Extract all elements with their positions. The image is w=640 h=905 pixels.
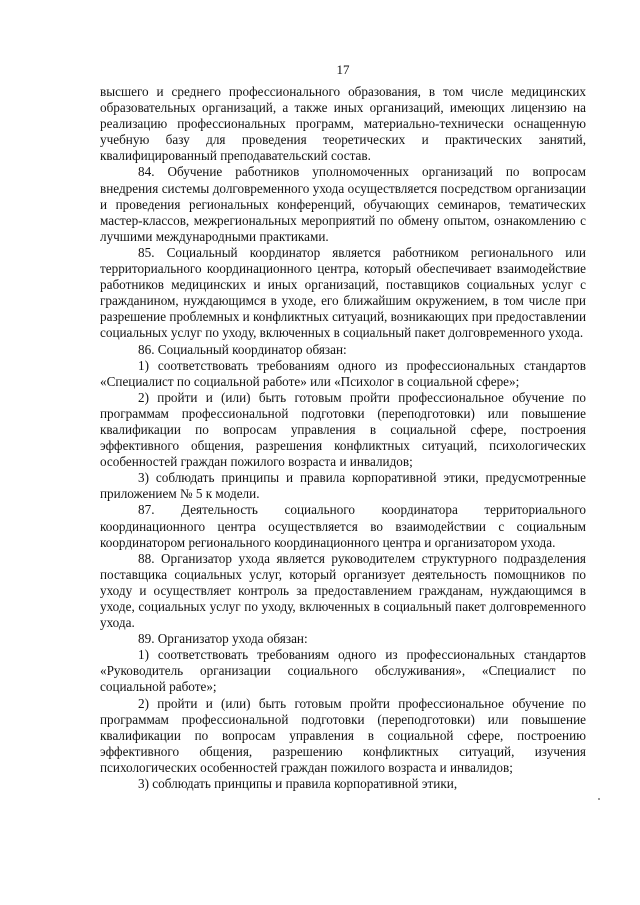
paragraph-89: 89. Организатор ухода обязан: xyxy=(138,631,308,647)
scan-speck xyxy=(598,798,600,800)
paragraph-continuation: высшего и среднего профессионального образования, в том числе медицинских образовательных организаций, а также иных организаций, имеющих лицензию на реализацию профессиональных программ, материально-технически оснащенную учебную базу для проведения теоретических и практических занятий, квалифицированный преподавательский состав. xyxy=(100,84,586,164)
paragraph-89-item-2: 2) пройти и (или) быть готовым пройти профессиональное обучение по программам профессиональной подготовки (переподготовки) или повышение квалификации по вопросам управления в социальной сфере, построению эффективного общения, разрешению конфликтных ситуаций, изучения психологических особенностей граждан пожилого возраста и инвалидов; xyxy=(100,695,586,775)
paragraph-86-item-1: 1) соответствовать требованиям одного из профессиональных стандартов «Специалист по социальной работе» или «Психолог в социальной сфере»; xyxy=(100,357,586,389)
paragraph-86-item-3: 3) соблюдать принципы и правила корпоративной этики, предусмотренные приложением № 5 к модели. xyxy=(100,470,586,502)
paragraph-88: 88. Организатор ухода является руководителем структурного подразделения поставщика социальных услуг, который организует деятельность помощников по уходу и осуществляет контроль за предоставлением гражданам, нуждающимся в уходе, социальных услуг по уходу, включенных в социальный пакет долговременного ухода. xyxy=(100,550,586,631)
paragraph-86: 86. Социальный координатор обязан: xyxy=(138,341,347,357)
paragraph-89-item-3: 3) соблюдать принципы и правила корпоративной этики, xyxy=(138,776,458,792)
document-body xyxy=(100,84,586,792)
page-number: 17 xyxy=(336,62,350,77)
paragraph-86-item-2: 2) пройти и (или) быть готовым пройти профессиональное обучение по программам профессиональной подготовки (переподготовки) или повышение квалификации по вопросам управления в социальной сфере, построения эффективного общения, разрешения конфликтных ситуаций, психологических особенностей граждан пожилого возраста и инвалидов; xyxy=(100,389,586,470)
paragraph-89-item-1: 1) соответствовать требованиям одного из профессиональных стандартов «Руководитель организации социального обслуживания», «Специалист по социальной работе»; xyxy=(100,647,586,695)
paragraph-87: 87. Деятельность социального координатора территориального координационного центра осуществляется во взаимодействии с социальным координатором регионального координационного центра и организатором ухода. xyxy=(100,502,586,550)
paragraph-85: 85. Социальный координатор является работником регионального или территориального координационного центра, который обеспечивает взаимодействие работников медицинских и иных организаций, поставщиков социальных услуг с гражданином, нуждающимся в уходе, его ближайшим окружением, в том числе при разрешение проблемных и конфликтных ситуаций, возникающих при предоставлении социальных услуг по уходу, включенных в социальный пакет долговременного ухода. xyxy=(100,244,586,341)
paragraph-84: 84. Обучение работников уполномоченных организаций по вопросам внедрения системы долговременного ухода осуществляется посредством организации и проведения региональных конференций, обучающих семинаров, тематических мастер-классов, межрегиональных мероприятий по обмену опытом, ознакомлению с лучшими международными практиками. xyxy=(100,164,586,244)
